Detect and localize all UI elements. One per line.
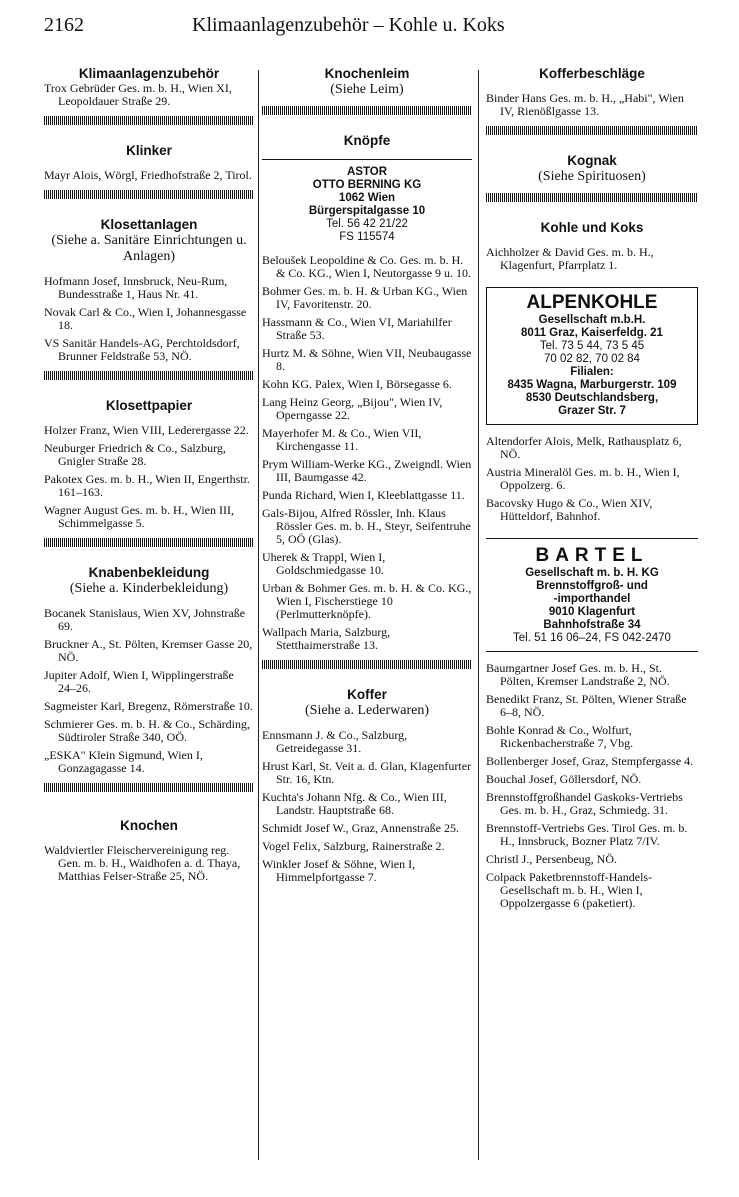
section-heading: Knochenleim [324,66,410,81]
column-1 [44,66,254,888]
ad-line: 9010 Klagenfurt [548,606,636,618]
list-entry: Brennstoff-Vertriebs Ges. Tirol Ges. m. b. H., Innsbruck, Bozner Platz 7/IV. [486,821,688,848]
list-entry: Kuchta's Johann Nfg. & Co., Wien III, Landstr. Hauptstraße 68. [262,790,447,817]
separator-bar [44,371,254,380]
list-entry: Wagner August Ges. m. b. H., Wien III, Schimmelgasse 5. [44,503,234,530]
ad-line: Tel. 56 42 21/22 [326,218,408,230]
list-entry: Sagmeister Karl, Bregenz, Römerstraße 10. [44,699,253,713]
ad-line: Gesellschaft m.b.H. [538,314,646,326]
list-entry: Hurtz M. & Söhne, Wien VII, Neubaugasse 8. [262,346,472,373]
list-entry: Waldviertler Fleischervereinigung reg. Gen. m. b. H., Waidhofen a. d. Thaya, Matthias Felser-Straße 25, NÖ. [44,843,241,883]
section-heading: Klimaanlagenzubehör [78,66,220,81]
ad-line: Bürgerspitalgasse 10 [308,205,426,217]
section-heading: Klinker [126,143,172,158]
ad-line: 8435 Wagna, Marburgerstr. 109 [507,379,677,391]
section-heading: Klosettanlagen [100,217,198,232]
ad-company-name: ALPENKOHLE [526,292,658,313]
section-heading: Kohle und Koks [540,220,644,235]
list-entry: Schmidt Josef W., Graz, Annenstraße 25. [262,821,459,835]
list-entry: Aichholzer & David Ges. m. b. H., Klagenfurt, Pfarrplatz 1. [486,245,654,272]
list-entry: Trox Gebrüder Ges. m. b. H., Wien XI, Leopoldauer Straße 29. [44,81,232,108]
list-entry: Novak Carl & Co., Wien I, Johannesgasse 18. [44,305,247,332]
list-entry: Urban & Bohmer Ges. m. b. H. & Co. KG., Wien I, Fischerstiege 10 (Perlmutterknöpfe). [262,581,472,621]
page-title: Klimaanlagenzubehör – Kohle u. Koks [192,14,505,36]
list-entry: Altendorfer Alois, Melk, Rathausplatz 6, NÖ. [486,434,682,461]
list-entry: VS Sanitär Handels-AG, Perchtoldsdorf, Brunner Feldstraße 53, NÖ. [44,336,240,363]
section-reference: (Siehe a. Kinderbekleidung) [69,581,229,596]
list-entry: Benedikt Franz, St. Pölten, Wiener Straße 6–8, NÖ. [486,692,687,719]
ad-line: Gesellschaft m. b. H. KG [525,567,659,579]
list-entry: Kohn KG. Palex, Wien I, Börsegasse 6. [262,377,452,391]
ad-line: OTTO BERNING KG [312,179,422,191]
column-rule [258,70,259,1160]
separator-bar [44,190,254,199]
section-reference: (Siehe Spirituosen) [538,169,646,184]
list-entry: Uherek & Trappl, Wien I, Goldschmiedgasse 10. [262,550,386,577]
list-entry: Bollenberger Josef, Graz, Stempfergasse 4. [486,754,694,768]
separator-bar [44,783,254,792]
list-entry: Bacovsky Hugo & Co., Wien XIV, Hütteldorf, Bahnhof. [486,496,653,523]
separator-bar [44,116,254,125]
section-reference: (Siehe Leim) [330,82,404,97]
ad-line: Bahnhofstraße 34 [543,619,641,631]
list-entry: Binder Hans Ges. m. b. H., „Habi", Wien IV, Rienößlgasse 13. [486,91,684,118]
list-entry: Bocanek Stanislaus, Wien XV, Johnstraße 69. [44,606,246,633]
list-entry: Schmierer Ges. m. b. H. & Co., Schärding, Südtiroler Straße 340, OÖ. [44,717,250,744]
ad-line: -importhandel [553,593,631,605]
column-3 [486,66,698,915]
section-reference: (Siehe a. Lederwaren) [305,703,429,718]
list-entry: Bohle Konrad & Co., Wolfurt, Rickenbacherstraße 7, Vbg. [486,723,634,750]
astor-advertisement [262,159,472,244]
list-entry: Ennsmann J. & Co., Salzburg, Getreidegasse 31. [262,728,408,755]
list-entry: Wallpach Maria, Salzburg, Stetthaimerstraße 13. [262,625,391,652]
list-entry: Prym William-Werke KG., Zweigndl. Wien III, Baumgasse 42. [262,457,472,484]
column-2 [262,66,472,889]
ad-line: 8530 Deutschlandsberg, [525,392,659,404]
ad-line: 1062 Wien [338,192,396,204]
page-header [44,14,694,42]
list-entry: Mayr Alois, Wörgl, Friedhofstraße 2, Tirol. [44,168,252,182]
ad-line: 70 02 82, 70 02 84 [544,353,640,365]
list-entry: Mayerhofer M. & Co., Wien VII, Kirchengasse 11. [262,426,422,453]
list-entry: Pakotex Ges. m. b. H., Wien II, Engerthstr. 161–163. [44,472,250,499]
list-entry: Neuburger Friedrich & Co., Salzburg, Gnigler Straße 28. [44,441,226,468]
ad-line: Grazer Str. 7 [558,405,626,417]
list-entry: Baumgartner Josef Ges. m. b. H., St. Pölten, Kremser Landstraße 2, NÖ. [486,661,670,688]
separator-bar [262,106,472,115]
separator-bar [44,538,254,547]
section-heading: Knochen [120,818,178,833]
list-entry: Vogel Felix, Salzburg, Rainerstraße 2. [262,839,445,853]
page-number: 2162 [44,14,84,36]
section-heading: Knöpfe [343,133,391,148]
list-entry: Christl J., Persenbeug, NÖ. [486,852,617,866]
ad-company-name: BARTEL [535,545,649,566]
section-heading: Kofferbeschläge [539,66,645,81]
list-entry: „ESKA" Klein Sigmund, Wien I, Gonzagagasse 14. [44,748,203,775]
ad-line: Tel. 73 5 44, 73 5 45 [539,340,645,352]
bartel-advertisement [486,538,698,652]
list-entry: Colpack Paketbrennstoff-Handels-Gesellschaft m. b. H., Wien I, Oppolzergasse 6 (paketiert). [486,870,653,910]
section-heading: Kognak [567,153,617,168]
list-entry: Bohmer Ges. m. b. H. & Urban KG., Wien IV, Favoritenstr. 20. [262,284,468,311]
list-entry: Brennstoffgroßhandel Gaskoks-Vertriebs Ges. m. b. H., Graz, Schmiedg. 31. [486,790,683,817]
ad-line: Tel. 51 16 06–24, FS 042-2470 [513,632,671,644]
ad-line: ASTOR [346,166,388,178]
list-entry: Hrust Karl, St. Veit a. d. Glan, Klagenfurter Str. 16, Ktn. [262,759,472,786]
section-heading: Koffer [347,687,387,702]
alpenkohle-advertisement [486,287,698,425]
ad-line: Filialen: [570,366,614,378]
section-heading: Klosettpapier [105,398,193,413]
list-entry: Holzer Franz, Wien VIII, Lederergasse 22. [44,423,249,437]
list-entry: Jupiter Adolf, Wien I, Wipplingerstraße 24–26. [44,668,234,695]
list-entry: Punda Richard, Wien I, Kleeblattgasse 11. [262,488,465,502]
separator-bar [486,193,698,202]
ad-line: Brennstoffgroß- und [536,580,648,592]
column-rule [478,70,479,1160]
separator-bar [262,660,472,669]
section-heading: Knabenbekleidung [88,565,210,580]
list-entry: Winkler Josef & Söhne, Wien I, Himmelpfortgasse 7. [262,857,416,884]
list-entry: Hassmann & Co., Wien VI, Mariahilfer Straße 53. [262,315,452,342]
list-entry: Bruckner A., St. Pölten, Kremser Gasse 20, NÖ. [44,637,253,664]
list-entry: Austria Mineralöl Ges. m. b. H., Wien I, Oppolzerg. 6. [486,465,680,492]
list-entry: Bouchal Josef, Göllersdorf, NÖ. [486,772,642,786]
separator-bar [486,126,698,135]
list-entry: Lang Heinz Georg, „Bijou", Wien IV, Operngasse 22. [262,395,443,422]
ad-line: FS 115574 [339,231,395,243]
ad-line: 8011 Graz, Kaiserfeldg. 21 [521,327,663,339]
list-entry: Hofmann Josef, Innsbruck, Neu-Rum, Bundesstraße 1, Haus Nr. 41. [44,274,228,301]
list-entry: Beloušek Leopoldine & Co. Ges. m. b. H. & Co. KG., Wien I, Neutorgasse 9 u. 10. [262,253,472,280]
list-entry: Gals-Bijou, Alfred Rössler, Inh. Klaus Rössler Ges. m. b. H., Steyr, Seifentruhe 5, OÖ (Glas). [262,506,471,546]
section-reference: (Siehe a. Sanitäre Einrichtungen u. Anlagen) [51,233,247,264]
